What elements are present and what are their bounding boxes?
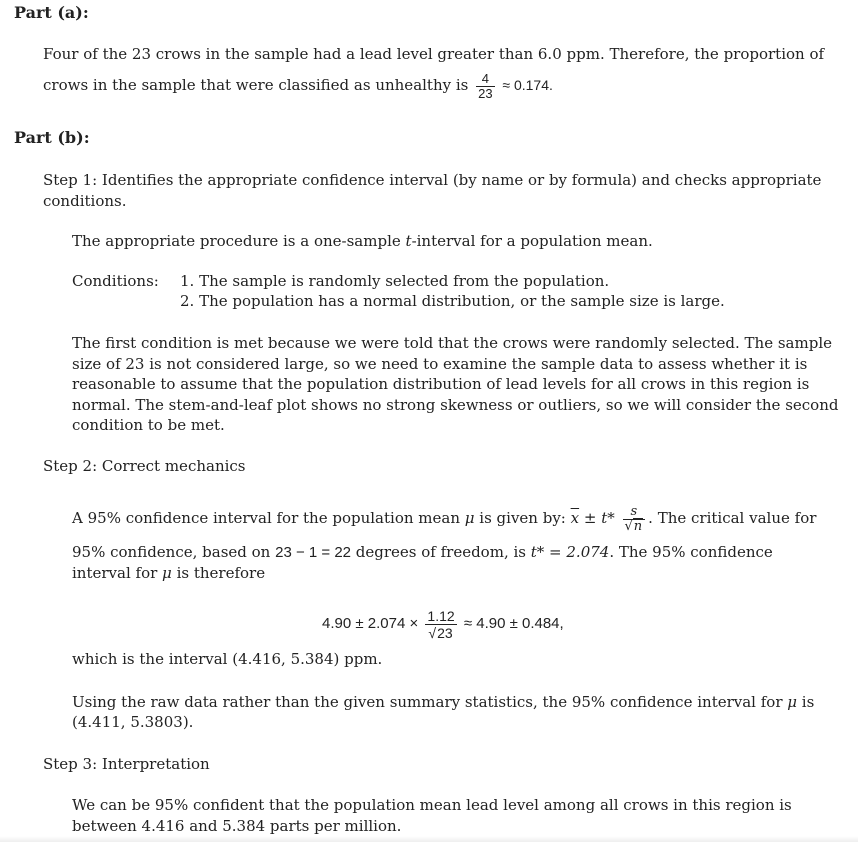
condition-1: 1. The sample is randomly selected from the population.: [180, 272, 610, 290]
mu-symbol-2: μ: [162, 564, 172, 582]
calc-right: ≈ 4.90 ± 0.484,: [463, 615, 564, 632]
mech-line3b: is therefore: [171, 564, 266, 582]
mu-symbol-3: μ: [787, 693, 798, 711]
fraction-numerator: 4: [476, 72, 494, 87]
mech-line2b: degrees of freedom, is: [351, 543, 531, 561]
df-expression: 23 − 1 = 22: [275, 544, 352, 561]
procedure-before: The appropriate procedure is a one-sample: [72, 232, 406, 250]
mech-before: A 95% confidence interval for the population mean: [72, 509, 465, 527]
xbar-symbol: $\overline{x}$: [570, 509, 580, 527]
standard-error-fraction: [623, 505, 646, 534]
calc-left: 4.90 ± 2.074 ×: [322, 615, 419, 632]
part-a-line2: [43, 69, 553, 101]
calc-denominator: √23: [428, 624, 453, 641]
page-bottom-edge: [0, 836, 858, 842]
se-denominator: √n: [624, 518, 643, 534]
part-b-heading: Part (b):: [14, 128, 90, 147]
interval-result: which is the interval (4.416, 5.384) ppm.: [72, 650, 383, 668]
mu-symbol: μ: [464, 509, 475, 527]
mechanics-line1: [72, 500, 816, 536]
procedure-after: -interval for a population mean.: [411, 232, 653, 250]
procedure-t: t: [405, 232, 412, 250]
raw-data-line1: [72, 692, 814, 712]
part-a-line1: Four of the 23 crows in the sample had a lead level greater than 6.0 ppm. Therefore, the proportion of: [43, 45, 825, 63]
conditions-label: Conditions:: [72, 272, 159, 290]
step2-text: Step 2: Correct mechanics: [43, 457, 246, 475]
raw-before: Using the raw data rather than the given summary statistics, the 95% confidence interval for: [72, 693, 788, 711]
raw-after: is: [797, 693, 815, 711]
calc-fraction: [425, 608, 456, 641]
mech-line2c: . The 95% confidence: [609, 543, 773, 561]
mech-after: . The critical value for: [648, 509, 817, 527]
mech-line2a: 95% confidence, based on: [72, 543, 276, 561]
mech-line3a: interval for: [72, 564, 163, 582]
condition-2: 2. The population has a normal distribution, or the sample size is large.: [180, 292, 725, 310]
interval-calculation: [322, 604, 564, 644]
s-symbol: s: [630, 503, 638, 519]
raw-data-line2: (4.411, 5.3803).: [72, 713, 194, 731]
proportion-fraction: [476, 72, 494, 101]
tstar-value: t* = 2.074: [530, 543, 610, 561]
part-a-heading: Part (a):: [14, 3, 89, 22]
mech-given: is given by:: [474, 509, 571, 527]
se-numerator: [623, 505, 646, 519]
part-a-line2-text: crows in the sample that were classified as unhealthy is: [43, 76, 469, 94]
calc-radicand: 23: [437, 624, 453, 641]
pm-tstar: ± t*: [579, 509, 620, 527]
mechanics-line2: [72, 542, 773, 563]
step3-text: Step 3: Interpretation: [43, 755, 210, 773]
proportion-approx: ≈ 0.174.: [502, 77, 553, 93]
fraction-denominator: 23: [478, 85, 493, 101]
calc-numerator: 1.12: [427, 607, 455, 624]
step1-text: Step 1: Identifies the appropriate confidence interval (by name or by formula) and checks appropriate conditions.: [43, 171, 822, 210]
n-symbol: n: [633, 518, 643, 534]
procedure-text: [72, 231, 653, 251]
mechanics-line3: [72, 563, 265, 583]
interpretation-paragraph: We can be 95% confident that the population mean lead level among all crows in this region is between 4.416 and 5.384 parts per million.: [72, 796, 792, 835]
conditions-paragraph: The first condition is met because we were told that the crows were randomly selected. The sample size of 23 is not considered large, so we need to examine the sample data to assess whether it is reasonable to assume that the population distribution of lead levels for all crows in this region is normal. The stem-and-leaf plot shows no strong skewness or outliers, so we will consider the second condition to be met.: [72, 334, 839, 434]
